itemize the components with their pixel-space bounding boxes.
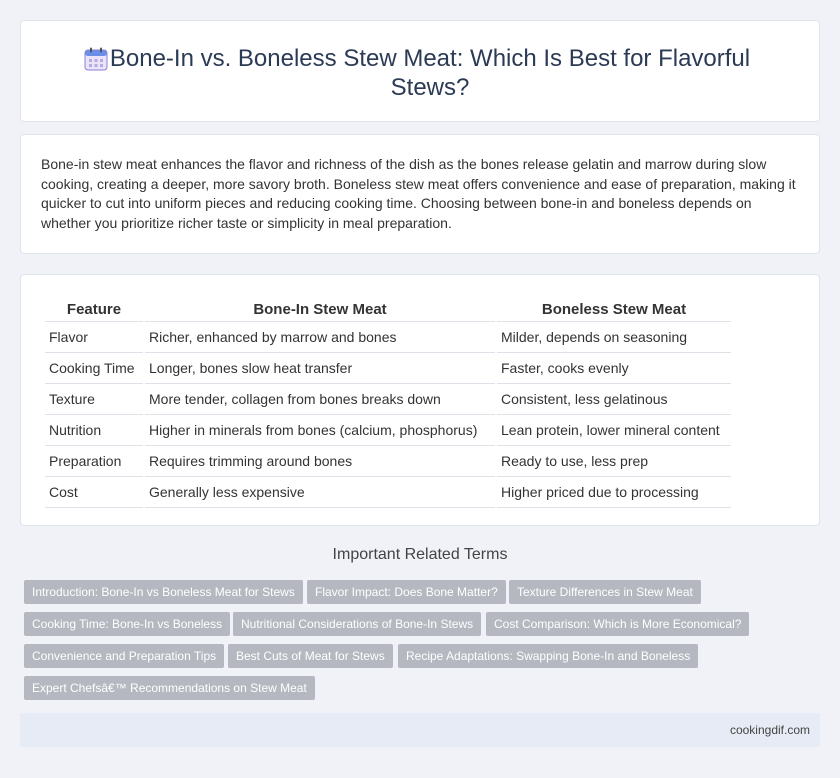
footer-site[interactable]: cookingdif.com — [729, 723, 810, 737]
table-cell: Milder, depends on seasoning — [497, 322, 731, 353]
table-row — [45, 477, 731, 508]
table-cell: Flavor — [45, 322, 143, 353]
table-cell: Higher priced due to processing — [497, 477, 731, 508]
tag-convenience[interactable]: Convenience and Preparation Tips — [24, 644, 224, 668]
table-cell: Higher in minerals from bones (calcium, phosphorus) — [145, 415, 495, 446]
table-cell: Cost — [45, 477, 143, 508]
table-cell: Cooking Time — [45, 353, 143, 384]
tag-cost[interactable]: Cost Comparison: Which is More Economical? — [486, 612, 749, 636]
table-row — [45, 353, 731, 384]
comparison-table — [43, 297, 733, 508]
header-bone-in: Bone-In Stew Meat — [145, 297, 495, 322]
table-cell: Ready to use, less prep — [497, 446, 731, 477]
header-boneless: Boneless Stew Meat — [497, 297, 731, 322]
tag-recipe-adaptations[interactable]: Recipe Adaptations: Swapping Bone-In and Boneless — [398, 644, 698, 668]
table-row — [45, 384, 731, 415]
tag-cooking-time[interactable]: Cooking Time: Bone-In vs Boneless — [24, 612, 230, 636]
table-row — [45, 415, 731, 446]
intro-text: Bone-in stew meat enhances the flavor and richness of the dish as the bones release gelatin and marrow during slow cooking, creating a deeper, more savory broth. Boneless stew meat offers convenience and ease of preparation, making it quicker to cut into uniform pieces and reducing cooking time. Choosing between bone-in and boneless depends on whether you prioritize richer taste or simplicity in meal preparation. — [41, 156, 796, 231]
header-card — [20, 20, 820, 122]
table-row — [45, 446, 731, 477]
footer — [20, 713, 820, 747]
table-cell: Requires trimming around bones — [145, 446, 495, 477]
tag-introduction[interactable]: Introduction: Bone-In vs Boneless Meat for Stews — [24, 580, 303, 604]
table-cell: Richer, enhanced by marrow and bones — [145, 322, 495, 353]
table-header-row — [45, 297, 731, 322]
tag-flavor-impact[interactable]: Flavor Impact: Does Bone Matter? — [307, 580, 506, 604]
table-cell: Lean protein, lower mineral content — [497, 415, 731, 446]
table-cell: Texture — [45, 384, 143, 415]
table-cell: Preparation — [45, 446, 143, 477]
related-terms-title: Important Related Terms — [332, 546, 508, 563]
header-feature: Feature — [45, 297, 143, 322]
table-row — [45, 322, 731, 353]
table-cell: More tender, collagen from bones breaks down — [145, 384, 495, 415]
tag-best-cuts[interactable]: Best Cuts of Meat for Stews — [228, 644, 393, 668]
tag-expert-chefs[interactable]: Expert Chefsâ€™ Recommendations on Stew Meat — [24, 676, 315, 700]
table-cell: Generally less expensive — [145, 477, 495, 508]
intro-card — [20, 134, 820, 254]
page-title: Bone-In vs. Boneless Stew Meat: Which Is Best for Flavorful Stews? — [109, 45, 751, 101]
table-cell: Nutrition — [45, 415, 143, 446]
table-cell: Faster, cooks evenly — [497, 353, 731, 384]
comparison-card — [20, 274, 820, 526]
table-cell: Longer, bones slow heat transfer — [145, 353, 495, 384]
tag-texture[interactable]: Texture Differences in Stew Meat — [509, 580, 701, 604]
tag-nutrition[interactable]: Nutritional Considerations of Bone-In Stews — [233, 612, 481, 636]
table-cell: Consistent, less gelatinous — [497, 384, 731, 415]
